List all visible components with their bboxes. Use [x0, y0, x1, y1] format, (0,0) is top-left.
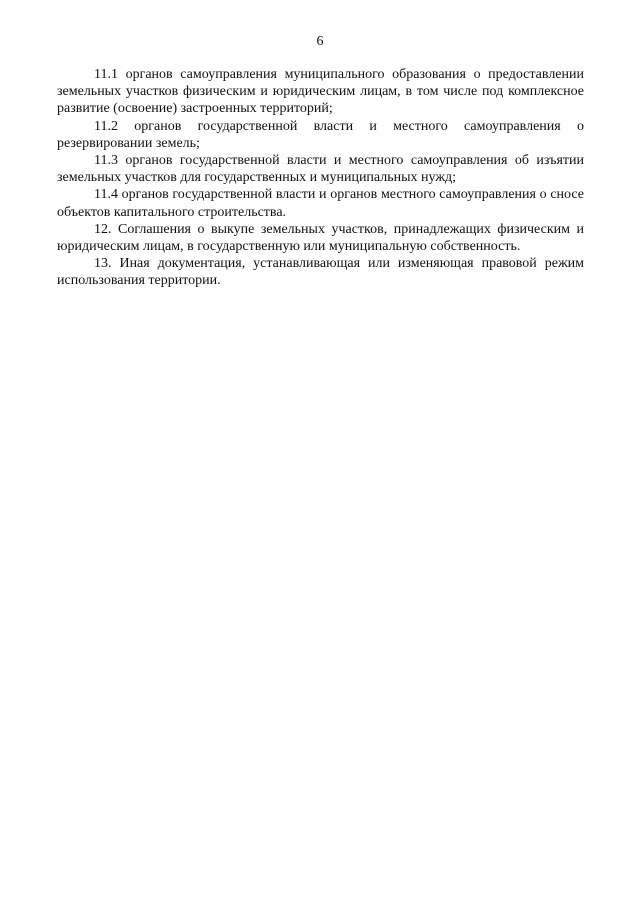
document-body [57, 66, 584, 290]
paragraph-11-4: 11.4 органов государственной власти и органов местного самоуправления о сносе объектов капитального строительства. [57, 187, 584, 220]
page-number: 6 [316, 34, 324, 49]
paragraph-12: 12. Соглашения о выкупе земельных участков, принадлежащих физическим и юридическим лицам, в государственную или муниципальную собственность. [57, 221, 584, 255]
paragraph-13: 13. Иная документация, устанавливающая или изменяющая правовой режим использования территории. [57, 256, 584, 289]
paragraph-11-3: 11.3 органов государственной власти и местного самоуправления об изъятии земельных участков для государственных и муниципальных нужд; [57, 153, 584, 186]
paragraph-11-1: 11.1 органов самоуправления муниципального образования о предоставлении земельных участков физическим и юридическим лицам, в том числе под комплексное развитие (освоение) застроенных территорий; [57, 67, 584, 117]
paragraph-11-2: 11.2 органов государственной власти и местного самоуправления о резервировании земель; [57, 118, 584, 151]
